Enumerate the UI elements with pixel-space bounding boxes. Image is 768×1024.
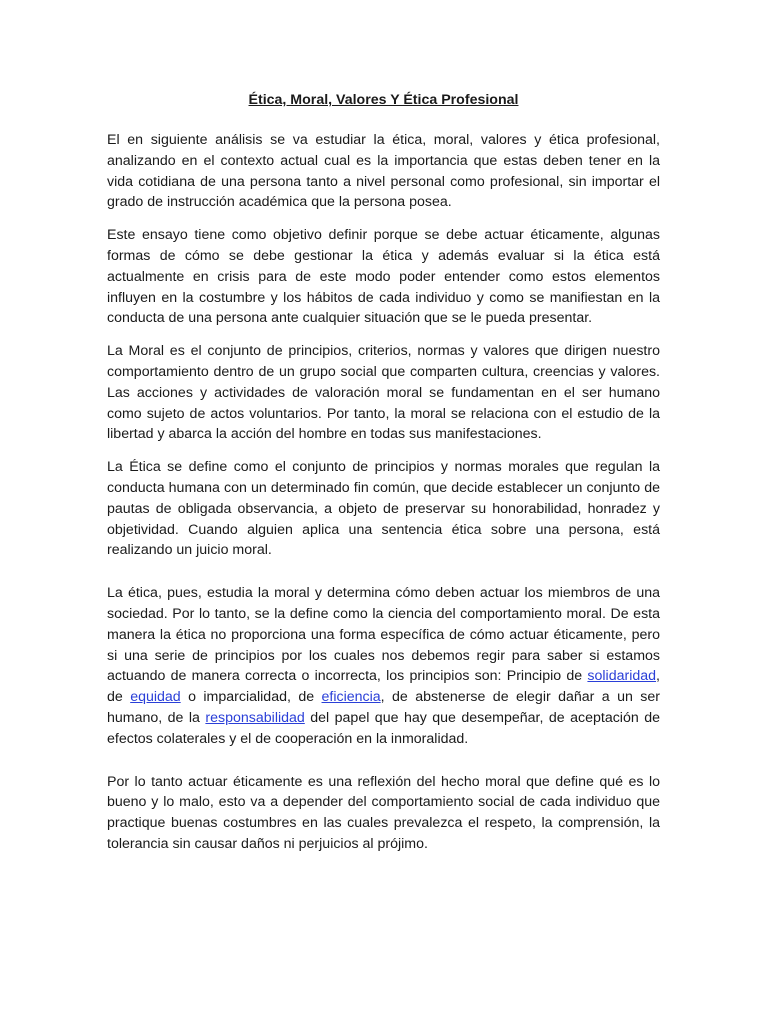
paragraph-objective: Este ensayo tiene como objetivo definir porque se debe actuar éticamente, algunas formas de cómo se debe gestionar la ética y además evaluar si la ética está actualmente en crisis para de este modo poder entender como estos elementos influyen en la costumbre y los hábitos de cada individuo y como se manifiestan en la conducta de una persona ante cualquier situación que se le pueda presentar.	[107, 227, 660, 327]
principles-text-2: , de	[107, 668, 660, 706]
paragraph-ethics-definition: La Ética se define como el conjunto de principios y normas morales que regulan la conducta humana con un determinado fin común, que decide establecer un conjunto de pautas de obligada observancia, a objeto de preservar su honorabilidad, honradez y objetividad. Cuando alguien aplica una sentencia ética sobre una persona, está realizando un juicio moral.	[107, 459, 660, 559]
link-equidad[interactable]: equidad	[130, 689, 181, 706]
paragraph-principles	[107, 583, 660, 749]
principles-text-4: , de abstenerse de elegir dañar a un ser humano, de la	[107, 689, 660, 726]
principles-text-5: del papel que hay que desempeñar, de aceptación de efectos colaterales y el de cooperación en la inmoralidad.	[107, 709, 660, 747]
link-eficiencia[interactable]: eficiencia	[321, 689, 381, 706]
principles-text-1: La ética, pues, estudia la moral y determina cómo deben actuar los miembros de una sociedad. Por lo tanto, se la define como la ciencia del comportamiento moral. De esta manera la ética no proporciona una forma específica de cómo actuar éticamente, pero si una serie de principios por los cuales nos debemos regir para saber si estamos actuando de manera correcta o incorrecta, los principios son: Principio de	[107, 585, 660, 685]
document-page	[107, 90, 660, 867]
paragraph-moral: La Moral es el conjunto de principios, criterios, normas y valores que dirigen nuestro comportamiento dentro de un grupo social que comparten cultura, creencias y valores. Las acciones y actividades de valoración moral se fundamentan en el ser humano como sujeto de actos voluntarios. Por tanto, la moral se relaciona con el estudio de la libertad y abarca la acción del hombre en todas sus manifestaciones.	[107, 343, 660, 443]
paragraph-conclusion: Por lo tanto actuar éticamente es una reflexión del hecho moral que define qué es lo bueno y lo malo, esto va a depender del comportamiento social de cada individuo que practique buenas costumbres en las cuales prevalezca el respeto, la comprensión, la tolerancia sin causar daños ni perjuicios al prójimo.	[107, 773, 660, 852]
link-responsabilidad[interactable]: responsabilidad	[205, 709, 305, 726]
paragraph-intro: El en siguiente análisis se va estudiar la ética, moral, valores y ética profesional, analizando en el contexto actual cual es la importancia que estas deben tener en la vida cotidiana de una persona tanto a nivel personal como profesional, sin importar el grado de instrucción académica que la persona posea.	[107, 132, 660, 211]
document-title: Ética, Moral, Valores Y Ética Profesional	[248, 92, 519, 108]
principles-text-3: o imparcialidad, de	[180, 689, 322, 706]
link-solidaridad[interactable]: solidaridad	[587, 668, 657, 685]
